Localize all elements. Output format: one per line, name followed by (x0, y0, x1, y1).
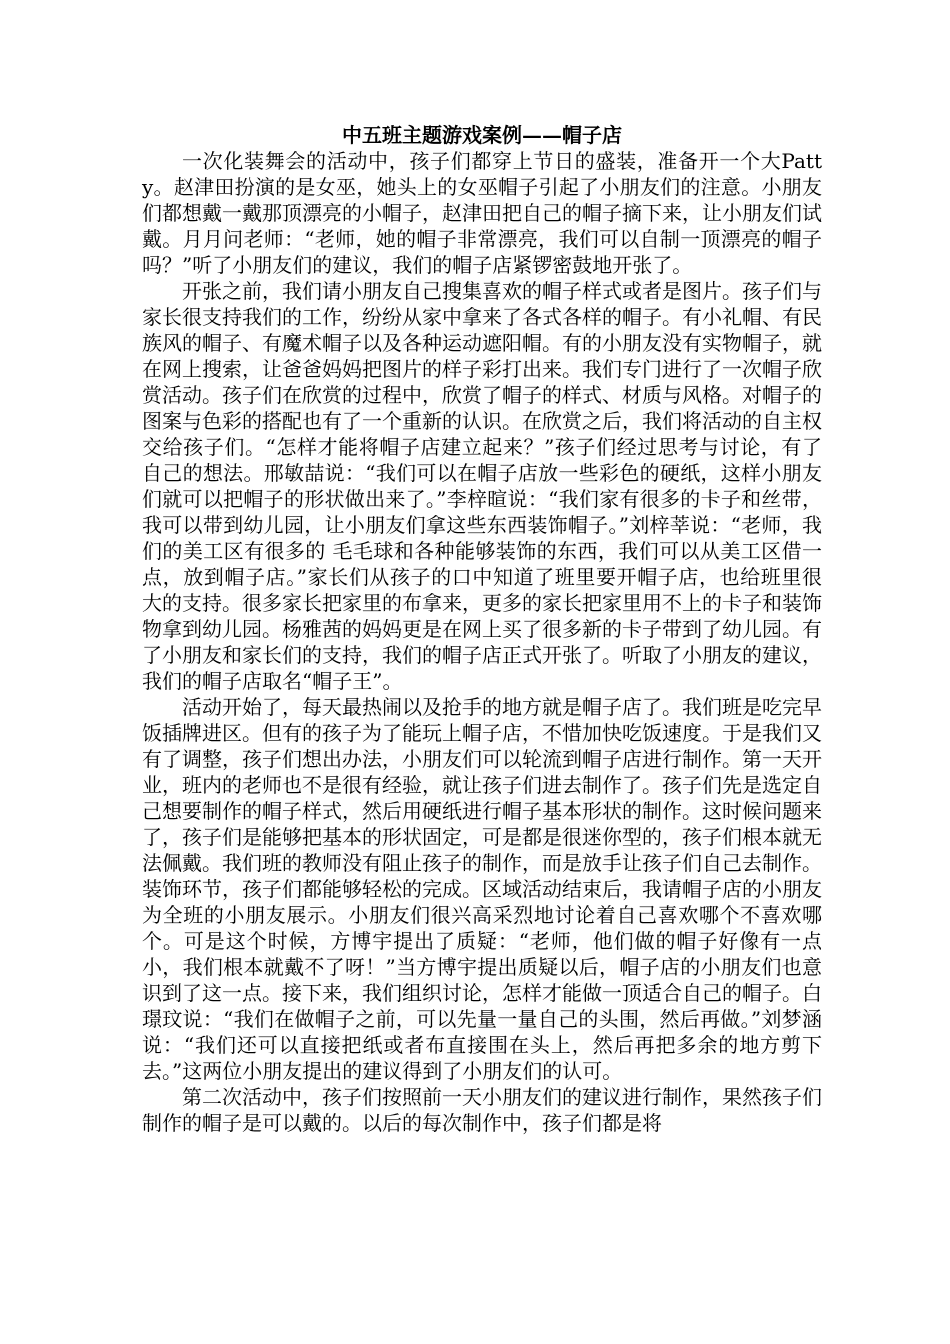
paragraph-2: 开张之前，我们请小朋友自己搜集喜欢的帽子样式或者是图片。孩子们与家长很支持我们的工作，纷纷从家中拿来了各式各样的帽子。有小礼帽、有民族风的帽子、有魔术帽子以及各种运动遮阳帽。有的小朋友没有实物帽子，就在网上搜索，让爸爸妈妈把图片的样子彩打出来。我们专门进行了一次帽子欣赏活动。孩子们在欣赏的过程中，欣赏了帽子的样式、材质与风格。对帽子的图案与色彩的搭配也有了一个重新的认识。在欣赏之后，我们将活动的自主权交给孩子们。“怎样才能将帽子店建立起来？”孩子们经过思考与讨论，有了自己的想法。邢敏喆说：“我们可以在帽子店放一些彩色的硬纸，这样小朋友们就可以把帽子的形状做出来了。”李梓暄说：“我们家有很多的卡子和丝带，我可以带到幼儿园，让小朋友们拿这些东西装饰帽子。”刘梓莘说：“老师，我们的美工区有很多的 毛毛球和各种能够装饰的东西，我们可以从美工区借一点，放到帽子店。”家长们从孩子的口中知道了班里要开帽子店，也给班里很大的支持。很多家长把家里的布拿来，更多的家长把家里用不上的卡子和装饰物拿到幼儿园。杨雅茜的妈妈更是在网上买了很多新的卡子带到了幼儿园。有了小朋友和家长们的支持，我们的帽子店正式开张了。听取了小朋友的建议，我们的帽子店取名“帽子王”。 (142, 279, 822, 693)
document-page (142, 122, 822, 1136)
document-title: 中五班主题游戏案例——帽子店 (342, 123, 622, 147)
paragraph-3: 活动开始了，每天最热闹以及抢手的地方就是帽子店了。我们班是吃完早饭插牌进区。但有的孩子为了能玩上帽子店，不惜加快吃饭速度。于是我们又有了调整，孩子们想出办法，小朋友们可以轮流到帽子店进行制作。第一天开业，班内的老师也不是很有经验，就让孩子们进去制作了。孩子们先是选定自己想要制作的帽子样式，然后用硬纸进行帽子基本形状的制作。这时候问题来了，孩子们是能够把基本的形状固定，可是都是很迷你型的，孩子们根本就无法佩戴。我们班的教师没有阻止孩子的制作，而是放手让孩子们自己去制作。装饰环节，孩子们都能够轻松的完成。区域活动结束后，我请帽子店的小朋友为全班的小朋友展示。小朋友们很兴高采烈地讨论着自己喜欢哪个不喜欢哪个。可是这个时候，方博宇提出了质疑：“老师，他们做的帽子好像有一点小，我们根本就戴不了呀！”当方博宇提出质疑以后，帽子店的小朋友们也意识到了这一点。接下来，我们组织讨论，怎样才能做一顶适合自己的帽子。白璟玟说：“我们在做帽子之前，可以先量一量自己的头围，然后再做。”刘梦涵说：“我们还可以直接把纸或者布直接围在头上，然后再把多余的地方剪下去。”这两位小朋友提出的建议得到了小朋友们的认可。 (142, 695, 822, 1083)
paragraph-4: 第二次活动中，孩子们按照前一天小朋友们的建议进行制作，果然孩子们制作的帽子是可以戴的。以后的每次制作中，孩子们都是将 (142, 1085, 822, 1135)
paragraph-1: 一次化装舞会的活动中，孩子们都穿上节日的盛装，准备开一个大Patty。赵津田扮演的是女巫，她头上的女巫帽子引起了小朋友们的注意。小朋友们都想戴一戴那顶漂亮的小帽子，赵津田把自己的帽子摘下来，让小朋友们试戴。月月问老师：“老师，她的帽子非常漂亮，我们可以自制一顶漂亮的帽子吗？”听了小朋友们的建议，我们的帽子店紧锣密鼓地开张了。 (142, 149, 822, 277)
